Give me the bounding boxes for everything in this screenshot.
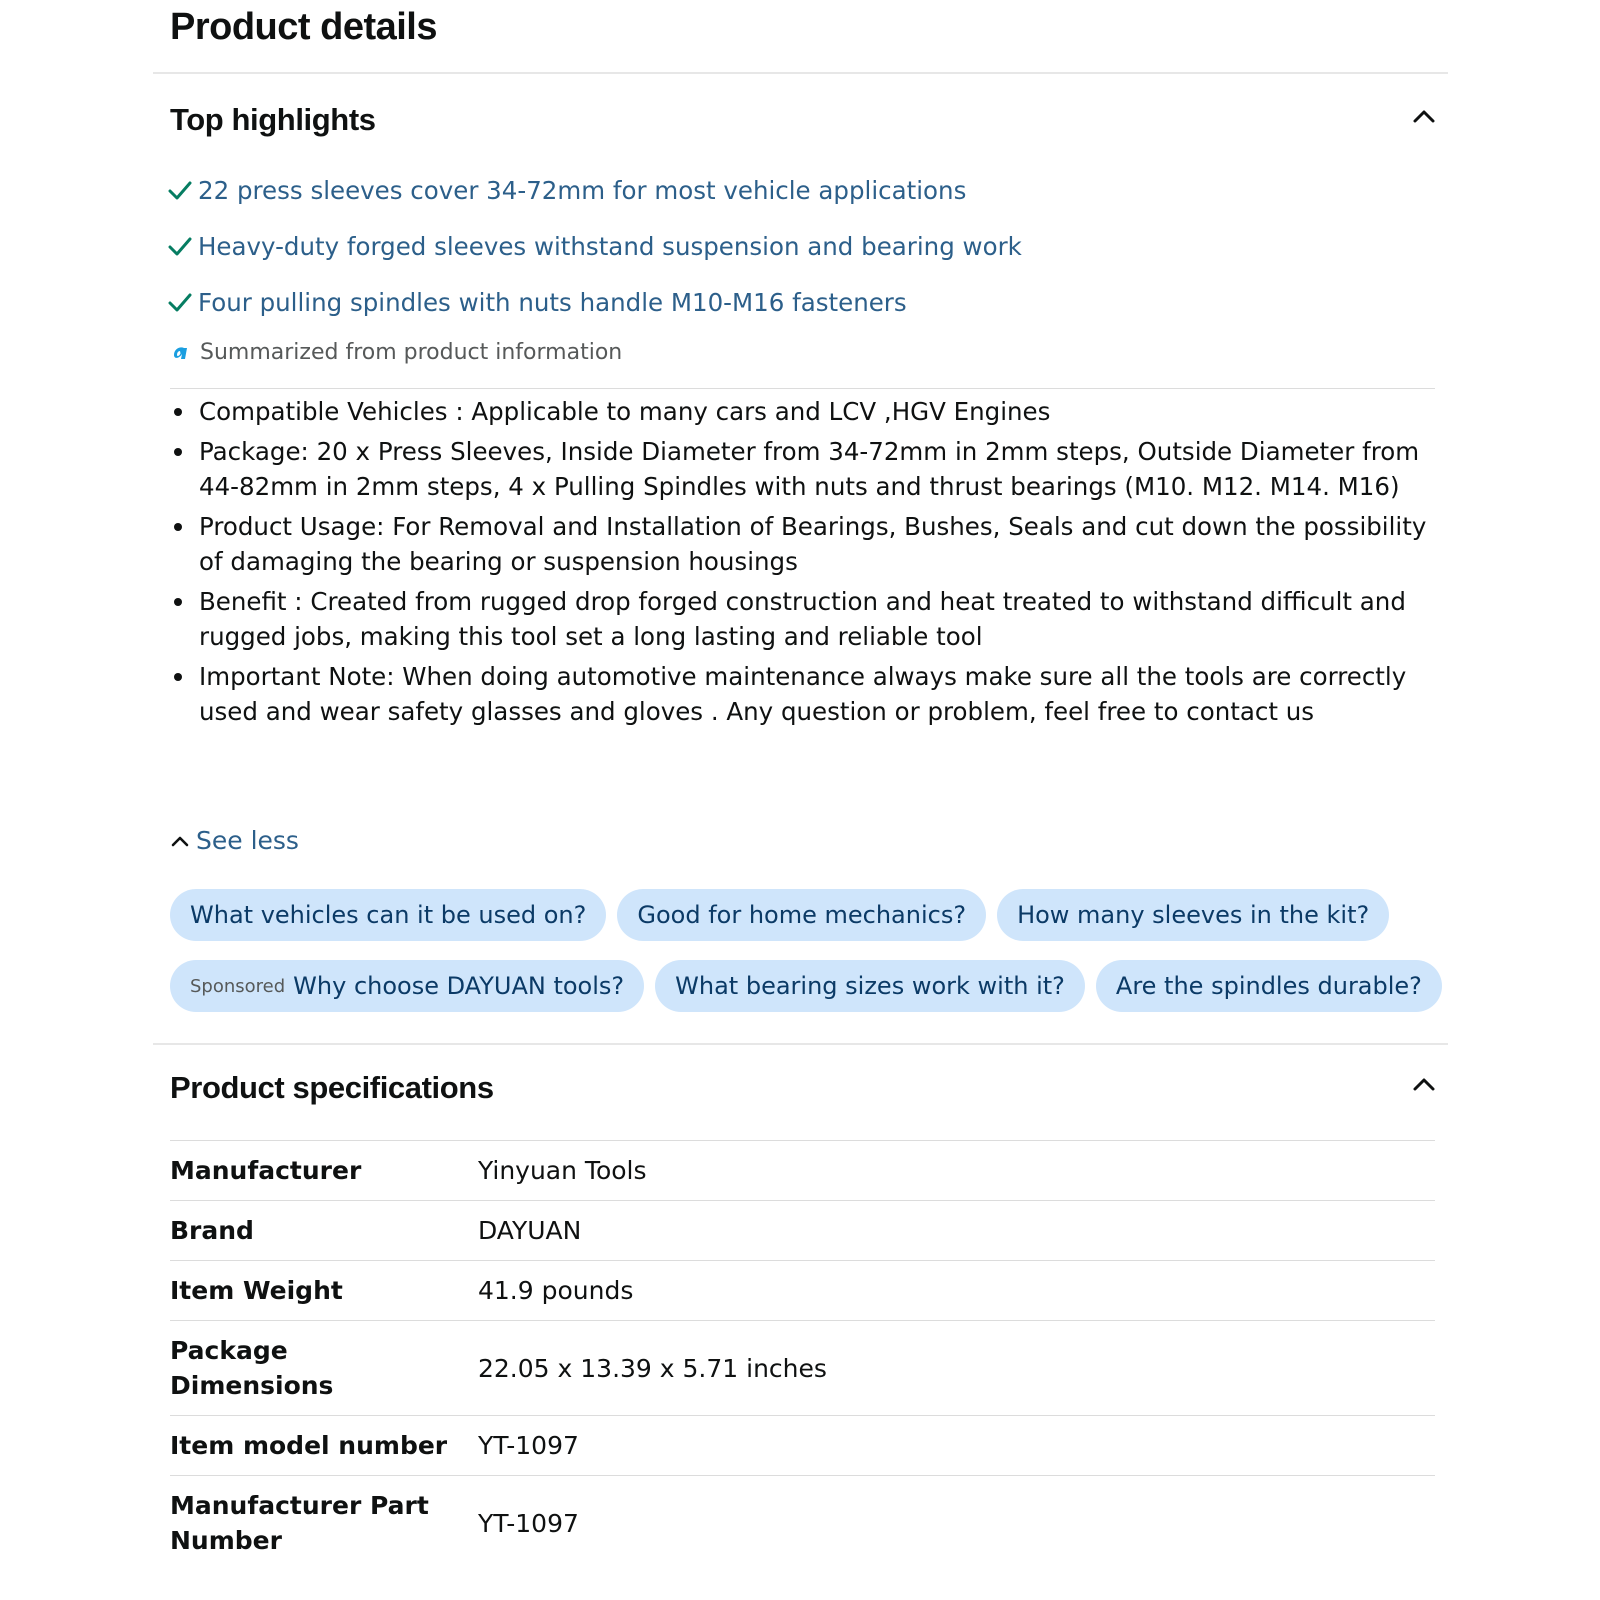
specifications-table: [170, 1140, 1435, 1570]
spec-value: YT-1097: [478, 1508, 579, 1538]
question-chip[interactable]: What vehicles can it be used on?: [170, 889, 606, 941]
chevron-up-icon: [170, 831, 190, 851]
table-row: [170, 1141, 1435, 1201]
spec-label: Brand: [170, 1216, 254, 1245]
list-item: Product Usage: For Removal and Installation of Bearings, Bushes, Seals and cut down the possibility of damaging the bearing or suspension housings: [170, 509, 1435, 579]
question-chips-row: [170, 960, 1442, 1012]
summary-note: [170, 340, 622, 365]
sponsored-label: Sponsored: [190, 975, 286, 997]
highlights-title: Top highlights: [170, 102, 376, 137]
specifications-title: Product specifications: [170, 1070, 494, 1105]
summary-text: Summarized from product information: [200, 340, 623, 365]
page-title: Product details: [170, 6, 437, 48]
highlight-text: Four pulling spindles with nuts handle M10-M16 fasteners: [198, 287, 907, 317]
ai-sparkle-icon: [170, 343, 190, 363]
spec-label: Manufacturer: [170, 1156, 362, 1185]
highlight-text: Heavy-duty forged sleeves withstand suspension and bearing work: [198, 231, 1022, 261]
spec-value: YT-1097: [478, 1431, 579, 1460]
spec-label: Item model number: [170, 1431, 448, 1460]
highlight-item[interactable]: [168, 173, 966, 207]
highlight-text: 22 press sleeves cover 34-72mm for most vehicle applications: [198, 175, 967, 205]
list-item: Package: 20 x Press Sleeves, Inside Diameter from 34-72mm in 2mm steps, Outside Diameter from 44-82mm in 2mm steps, 4 x Pulling Spindles with nuts and thrust bearings (M10. M12. M14. M16): [170, 434, 1435, 504]
highlight-item[interactable]: [168, 229, 1022, 263]
spec-label: Item Weight: [170, 1276, 343, 1305]
chevron-up-icon[interactable]: [1410, 1070, 1438, 1098]
table-row: [170, 1261, 1435, 1321]
spec-label: Manufacturer Part Number: [170, 1491, 429, 1555]
list-item: Benefit : Created from rugged drop forged construction and heat treated to withstand difficult and rugged jobs, making this tool set a long lasting and reliable tool: [170, 584, 1435, 654]
checkmark-icon: [168, 178, 192, 202]
question-chips-row: [170, 889, 1389, 941]
highlight-item[interactable]: [168, 285, 907, 319]
chevron-up-icon[interactable]: [1410, 102, 1438, 130]
see-less-label: See less: [196, 826, 299, 855]
spec-label: Package Dimensions: [170, 1336, 334, 1400]
specs-divider: [153, 1043, 1448, 1045]
sponsored-question-chip[interactable]: [170, 960, 644, 1012]
see-less-link[interactable]: [170, 826, 299, 855]
table-row: [170, 1321, 1435, 1416]
title-divider: [153, 72, 1448, 74]
checkmark-icon: [168, 290, 192, 314]
spec-value: DAYUAN: [478, 1216, 582, 1245]
question-chip[interactable]: Good for home mechanics?: [617, 889, 986, 941]
table-row: [170, 1201, 1435, 1261]
spec-value: Yinyuan Tools: [478, 1156, 647, 1185]
table-row: [170, 1416, 1435, 1476]
feature-bullets: [170, 394, 1435, 734]
question-chip[interactable]: How many sleeves in the kit?: [997, 889, 1389, 941]
list-item: Compatible Vehicles : Applicable to many cars and LCV ,HGV Engines: [170, 394, 1435, 429]
spec-value: 41.9 pounds: [478, 1276, 634, 1305]
highlights-divider: [170, 388, 1435, 389]
sponsored-question: Why choose DAYUAN tools?: [293, 972, 625, 1000]
checkmark-icon: [168, 234, 192, 258]
table-row: [170, 1476, 1435, 1571]
spec-value: 22.05 x 13.39 x 5.71 inches: [478, 1353, 827, 1383]
list-item: Important Note: When doing automotive maintenance always make sure all the tools are correctly used and wear safety glasses and gloves . Any question or problem, feel free to contact us: [170, 659, 1435, 729]
question-chip[interactable]: Are the spindles durable?: [1096, 960, 1442, 1012]
question-chip[interactable]: What bearing sizes work with it?: [655, 960, 1085, 1012]
